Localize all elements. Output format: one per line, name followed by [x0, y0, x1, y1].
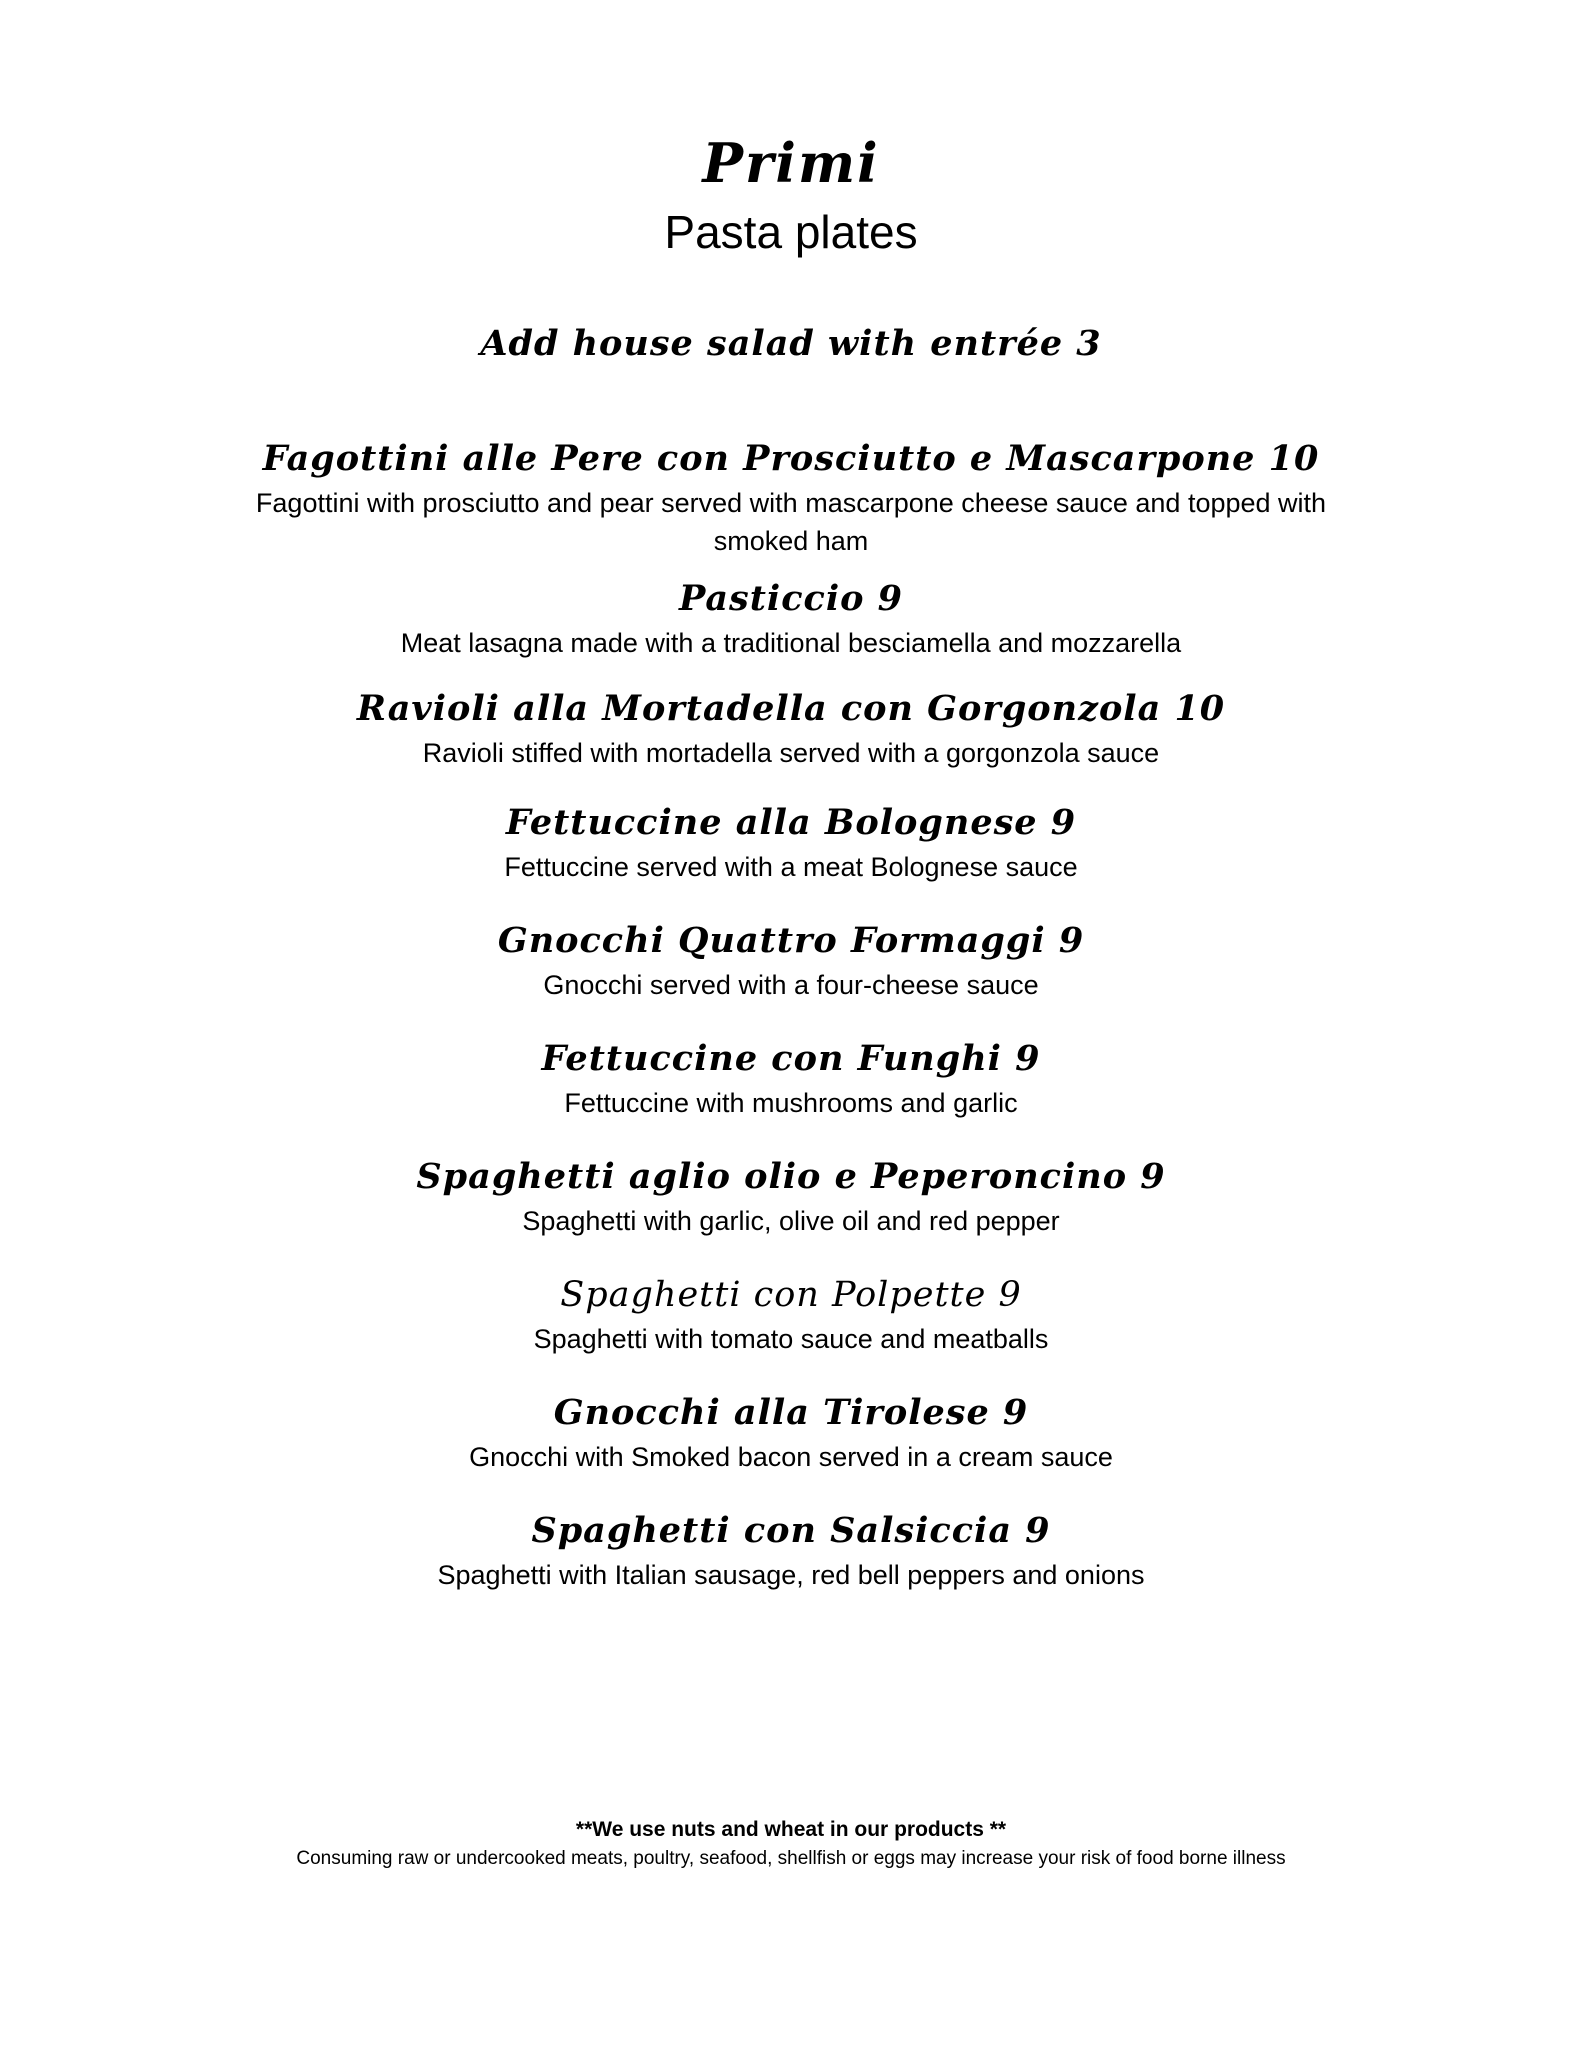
menu-item-description: Fagottini with prosciutto and pear served with mascarpone cheese sauce and topped with smoked ham [255, 488, 1327, 556]
menu-item-description: Fettuccine with mushrooms and garlic [564, 1088, 1018, 1118]
menu-item-name: Gnocchi alla Tirolese 9 [553, 1392, 1029, 1433]
menu-item-name: Spaghetti con Salsiccia 9 [531, 1510, 1051, 1551]
menu-item-description: Spaghetti with garlic, olive oil and red pepper [522, 1206, 1060, 1236]
menu-item [200, 434, 1382, 560]
menu-item [200, 1388, 1382, 1476]
menu-item-name: Ravioli alla Mortadella con Gorgonzola 10 [356, 688, 1226, 729]
menu-item [200, 684, 1382, 772]
menu-item-description: Gnocchi served with a four-cheese sauce [543, 970, 1039, 1000]
menu-item-description: Meat lasagna made with a traditional besciamella and mozzarella [400, 628, 1182, 658]
menu-item-description: Spaghetti with Italian sausage, red bell peppers and onions [437, 1560, 1145, 1590]
salad-note: Add house salad with entrée 3 [480, 323, 1102, 364]
consumption-warning: Consuming raw or undercooked meats, poultry, seafood, shellfish or eggs may increase your risk of food borne illness [296, 1848, 1286, 1869]
menu-item-name: Pasticcio 9 [678, 578, 904, 619]
menu-item-name: Gnocchi Quattro Formaggi 9 [497, 920, 1085, 961]
menu-item-name: Spaghetti con Polpette 9 [560, 1275, 1022, 1315]
menu-item-description: Spaghetti with tomato sauce and meatballs [533, 1324, 1049, 1354]
menu-item [200, 798, 1382, 886]
menu-item-list [200, 434, 1382, 1594]
page-title: Primi [702, 131, 880, 195]
menu-item [200, 1034, 1382, 1122]
menu-item-name: Fettuccine alla Bolognese 9 [505, 802, 1077, 843]
menu-item-name: Spaghetti aglio olio e Peperoncino 9 [416, 1156, 1166, 1197]
menu-item [200, 1152, 1382, 1240]
menu-item [200, 1506, 1382, 1594]
allergy-notice: **We use nuts and wheat in our products ** [575, 1818, 1007, 1841]
menu-item [200, 574, 1382, 662]
menu-item-name: Fagottini alle Pere con Prosciutto e Mascarpone 10 [262, 438, 1320, 479]
menu-item [200, 916, 1382, 1004]
footer-notice [0, 1815, 1582, 1873]
menu-item [200, 1270, 1382, 1358]
menu-item-description: Gnocchi with Smoked bacon served in a cream sauce [469, 1442, 1113, 1472]
page-subtitle: Pasta plates [664, 206, 918, 258]
menu-item-description: Fettuccine served with a meat Bolognese sauce [504, 852, 1078, 882]
menu-item-name: Fettuccine con Funghi 9 [541, 1038, 1041, 1079]
menu-item-description: Ravioli stiffed with mortadella served with a gorgonzola sauce [422, 738, 1160, 768]
